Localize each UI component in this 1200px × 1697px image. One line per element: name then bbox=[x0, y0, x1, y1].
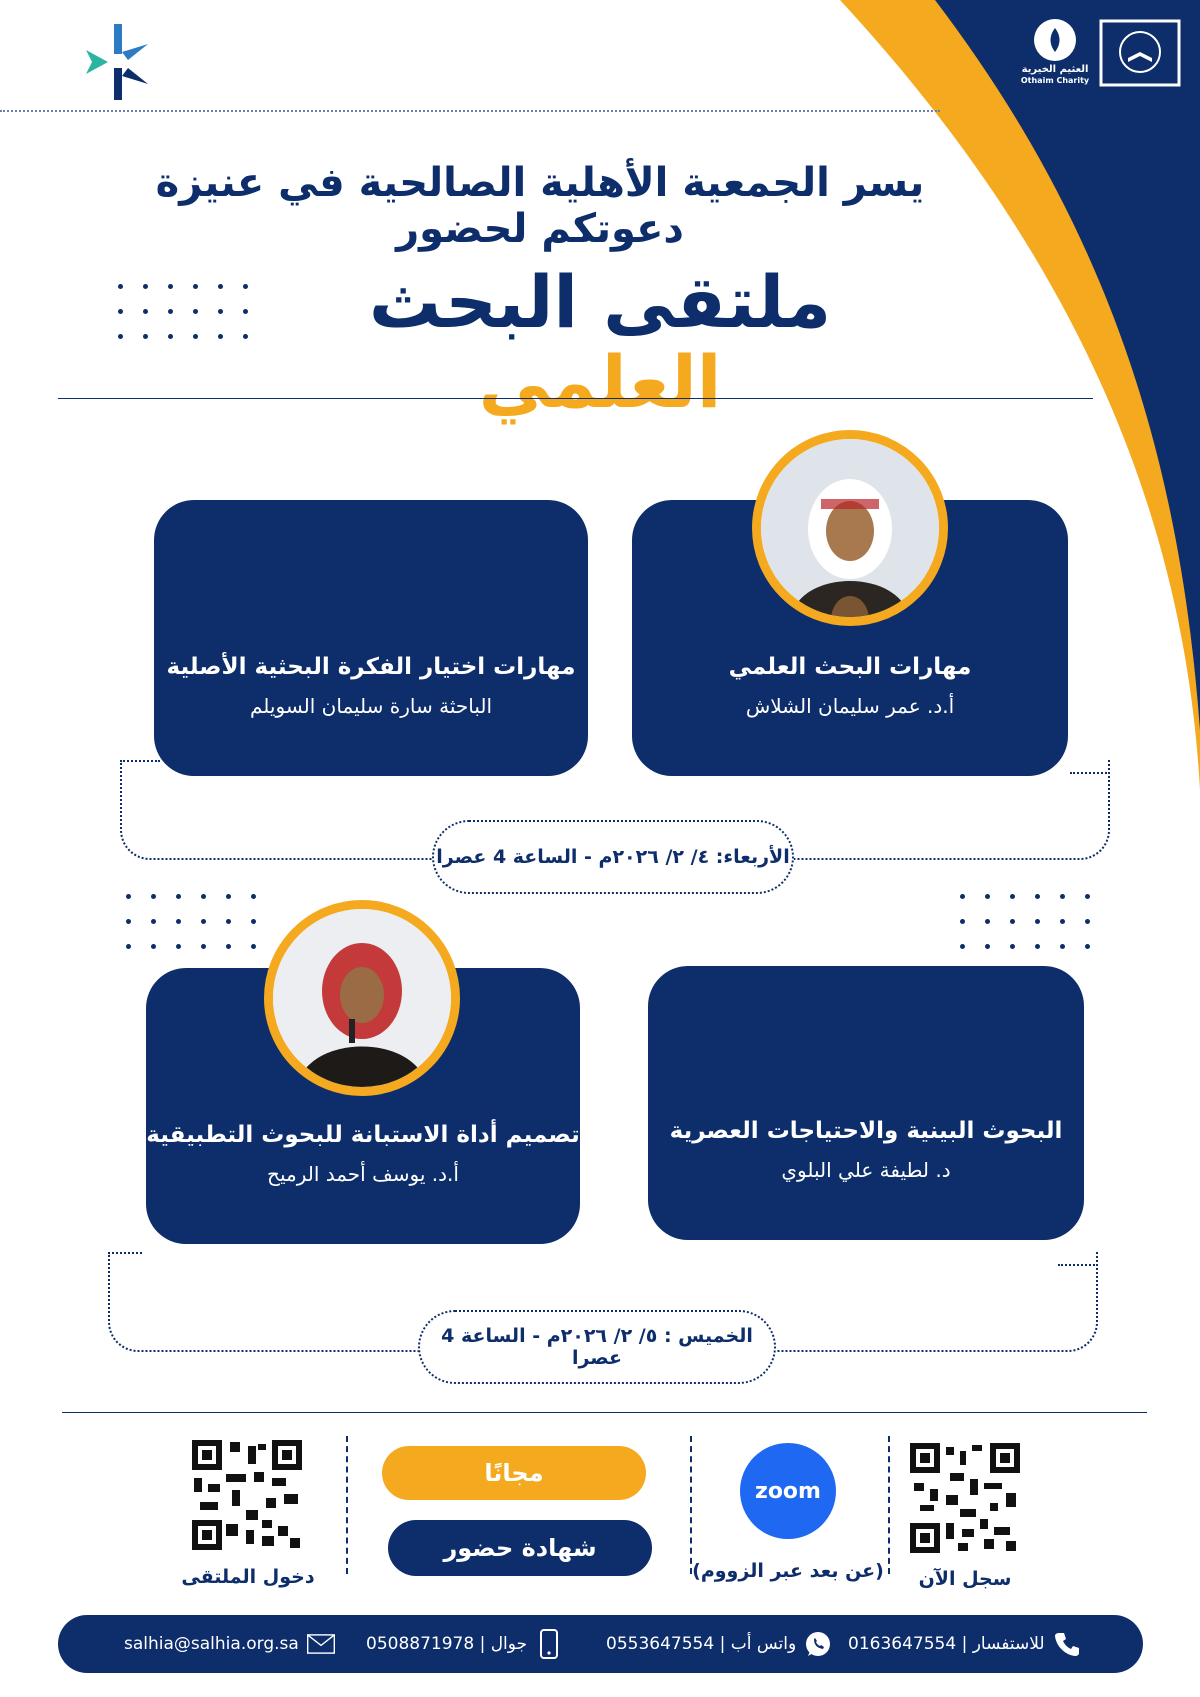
dot-pattern-title bbox=[118, 284, 259, 339]
session-speaker: الباحثة سارة سليمان السويلم bbox=[249, 694, 493, 718]
session-title: مهارات البحث العلمي bbox=[728, 654, 972, 680]
zoom-logo-icon bbox=[740, 1443, 836, 1539]
day1-date: الأربعاء: ٤/ ٢/ ٢٠٢٦م - الساعة 4 عصرا bbox=[432, 820, 794, 894]
footer-mobile[interactable] bbox=[366, 1615, 563, 1673]
day2-date: الخميس : ٥/ ٢/ ٢٠٢٦م - الساعة 4 عصرا bbox=[418, 1310, 776, 1384]
session-speaker: د. لطيفة علي البلوي bbox=[781, 1158, 951, 1182]
contact-footer bbox=[58, 1615, 1143, 1673]
register-qr-code[interactable] bbox=[910, 1443, 1020, 1553]
header-dotted-rule bbox=[0, 110, 940, 112]
enter-label: دخول الملتقى bbox=[181, 1566, 315, 1588]
dot-pattern-right bbox=[960, 894, 1101, 949]
session-speaker: أ.د. عمر سليمان الشلاش bbox=[745, 694, 955, 718]
whatsapp-icon bbox=[804, 1630, 832, 1658]
whatsapp-text: واتس أب | 0553647554 bbox=[606, 1634, 797, 1654]
phone-icon bbox=[1053, 1630, 1081, 1658]
speaker-photo-2 bbox=[264, 900, 460, 1096]
session-card-3 bbox=[648, 966, 1084, 1240]
inquiry-text: للاستفسار | 0163647554 bbox=[848, 1634, 1045, 1654]
invitation-headline: يسر الجمعية الأهلية الصالحية في عنيزة دعوتكم لحضور bbox=[155, 160, 925, 252]
othaim-charity-logo bbox=[1018, 16, 1092, 86]
footer-email[interactable] bbox=[124, 1615, 335, 1673]
session-speaker: أ.د. يوسف أحمد الرميح bbox=[267, 1162, 459, 1186]
free-badge: مجانًا bbox=[382, 1446, 646, 1500]
day1-bracket-tick-left bbox=[120, 760, 160, 762]
email-text: salhia@salhia.org.sa bbox=[124, 1634, 299, 1654]
footer-whatsapp[interactable] bbox=[606, 1615, 832, 1673]
certificate-badge: شهادة حضور bbox=[388, 1520, 652, 1576]
register-label: سجل الآن bbox=[918, 1568, 1012, 1590]
mobile-text: جوال | 0508871978 bbox=[366, 1634, 528, 1654]
mobile-phone-icon bbox=[535, 1630, 563, 1658]
session-card-2 bbox=[154, 500, 588, 776]
day2-bracket-tick-left bbox=[108, 1252, 142, 1254]
session-title: البحوث البينية والاحتياجات العصرية bbox=[669, 1118, 1063, 1144]
speaker-photo-1 bbox=[752, 430, 948, 626]
dot-pattern-left bbox=[126, 894, 267, 949]
association-logo bbox=[1098, 18, 1182, 88]
event-title-main: ملتقى البحث bbox=[368, 260, 832, 344]
separator-1 bbox=[888, 1436, 890, 1574]
divider-bottom bbox=[62, 1412, 1147, 1413]
envelope-icon bbox=[307, 1630, 335, 1658]
othaim-caption: العثيم الخيرية bbox=[1021, 64, 1089, 75]
zoom-text: zoom bbox=[755, 1478, 821, 1504]
divider-top bbox=[58, 398, 1093, 399]
separator-2 bbox=[690, 1436, 692, 1574]
separator-3 bbox=[346, 1436, 348, 1574]
enter-qr-code[interactable] bbox=[192, 1440, 302, 1550]
session-title: مهارات اختيار الفكرة البحثية الأصلية bbox=[166, 654, 576, 680]
brand-mark-icon bbox=[82, 22, 152, 102]
session-title: تصميم أداة الاستبانة للبحوث التطبيقية bbox=[146, 1122, 580, 1148]
day2-bracket-tick-right bbox=[1058, 1264, 1098, 1266]
othaim-caption-en: Othaim Charity bbox=[1020, 76, 1090, 85]
footer-inquiry[interactable] bbox=[848, 1615, 1081, 1673]
day1-bracket-tick-right bbox=[1070, 772, 1110, 774]
event-title-accent: العلمي bbox=[478, 340, 722, 424]
remote-label: (عن بعد عبر الزووم) bbox=[692, 1560, 884, 1582]
